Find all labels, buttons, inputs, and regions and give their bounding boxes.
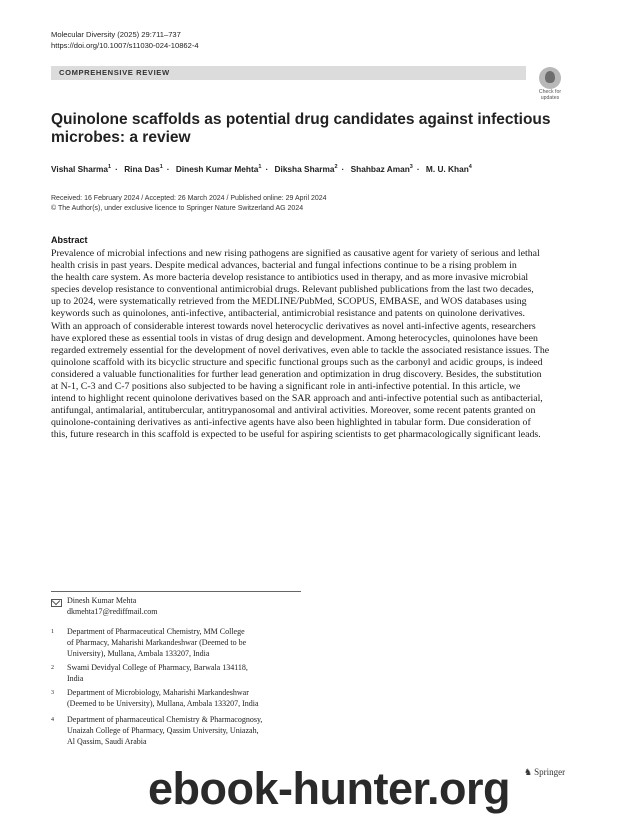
abstract-line: health crisis in past years. Despite medical advances, bacterial and fungal infections continue to be a rising problem in xyxy=(51,260,517,272)
article-type-band xyxy=(51,66,526,80)
footnote-divider xyxy=(51,591,301,592)
copyright-notice: © The Author(s), under exclusive licence to Springer Nature Switzerland AG 2024 xyxy=(51,205,304,212)
abstract-line: species develop resistance to conventional antimicrobial drugs. Relevant published publications from the last two decades, xyxy=(51,284,534,296)
article-type: COMPREHENSIVE REVIEW xyxy=(59,68,170,77)
author-list: Vishal Sharma$^1$ · Rina Das$^1$ · Dinesh Kumar Mehta$^1$ · Diksha Sharma$^2$ · Shahbaz Aman$^3$ · M. U. Khan$^4$ xyxy=(51,164,472,174)
corresponding-author-email[interactable]: dkmehta17@rediffmail.com xyxy=(67,606,158,616)
affiliation-4: Department of pharmaceutical Chemistry & Pharmacognosy, Unaizah College of Pharmacy, Qassim University, Uniazah, Al Qassim, Saudi Arabia xyxy=(67,715,263,746)
abstract-heading: Abstract xyxy=(51,235,88,245)
author[interactable]: Diksha Sharma$^2$ xyxy=(274,164,338,174)
check-for-updates-badge[interactable] xyxy=(534,67,566,99)
corresponding-author-name: Dinesh Kumar Mehta xyxy=(67,596,137,605)
abstract-line: intend to highlight recent quinolone derivatives based on the SAR approach and anti-infective potential such as antibacterial, xyxy=(51,393,543,405)
abstract-line: this, future research in this scaffold is expected to be useful for aspiring scientists to get pharmacologically significant leads. xyxy=(51,429,541,441)
affiliation-number: 1 xyxy=(51,629,54,635)
affiliation-number: 4 xyxy=(51,717,54,723)
publisher-logo xyxy=(524,767,565,778)
doi-link[interactable]: https://doi.org/10.1007/s11030-024-10862-4 xyxy=(51,41,199,50)
check-for-updates-icon xyxy=(539,67,561,89)
affiliation-number: 2 xyxy=(51,665,54,671)
author[interactable]: Vishal Sharma$^1$ xyxy=(51,164,112,174)
watermark: ebook-hunter.org xyxy=(148,763,510,814)
affiliation-number: 3 xyxy=(51,690,54,696)
abstract-line: considered a valuable functionalities for further lead generation and optimization in drug discovery. Besides, the substitution xyxy=(51,368,542,380)
publisher-name: Springer xyxy=(534,767,566,777)
abstract-line: have explored these as essential tools in vistas of drug design and development. Among heterocycles, quinolones have been xyxy=(51,332,538,344)
check-for-updates-label: Check for updates xyxy=(538,89,562,101)
affiliation-3: Department of Microbiology, Maharishi Markandeshwar (Deemed to be University), Mullana, Ambala 133207, India xyxy=(67,688,259,708)
abstract-line: With an approach of considerable interest towards novel heterocyclic derivatives as novel anti-infective agents, researchers xyxy=(51,320,536,332)
author[interactable]: M. U. Khan$^4$ xyxy=(425,164,472,174)
affiliation-2: Swami Devidyal College of Pharmacy, Barwala 134118, India xyxy=(67,663,248,683)
abstract-line: quinolone scaffold with its bicyclic structure and specific functional groups such as the carbonyl and acidic groups, is indeed xyxy=(51,356,543,368)
envelope-icon xyxy=(51,599,62,607)
corresponding-author xyxy=(67,596,158,617)
abstract-line: keywords such as quinolones, anti-infective, antibacterial, antimicrobial resistance and patents on quinolone derivatives. xyxy=(51,308,525,320)
abstract-line: Prevalence of microbial infections and new rising pathogens are signified as causative agent for variety of serious and lethal xyxy=(51,248,540,259)
abstract-line: at N-1, C-3 and C-7 positions also subjected to be having a significant role in anti-infective potential. In this article, we xyxy=(51,381,521,393)
abstract-body xyxy=(51,248,573,442)
author[interactable]: Dinesh Kumar Mehta$^1$ xyxy=(175,164,262,174)
history-dates: Received: 16 February 2024 / Accepted: 26 March 2024 / Published online: 29 April 2024 xyxy=(51,195,327,202)
article-title: Quinolone scaffolds as potential drug candidates against infectious microbes: a review xyxy=(51,111,551,146)
abstract-line: up to 2024, were systematically retrieved from the MEDLINE/PubMed, SCOPUS, EMBASE, and WOS databases using xyxy=(51,296,527,308)
abstract-line: the health care system. As more bacteria develop resistance to antibiotics used in therapy, and as more invasive microbial xyxy=(51,272,529,284)
springer-horse-icon: ♞ xyxy=(524,767,533,777)
abstract-line: regarded extremely essential for the development of novel derivatives, even able to tackle the associated resistance issues. The xyxy=(51,344,550,356)
author[interactable]: Rina Das$^1$ xyxy=(124,164,163,174)
abstract-line: antifungal, antimalarial, antitubercular, antitrypanosomal and antiviral activities. Moreover, some recent patents granted on xyxy=(51,405,536,417)
abstract-line: quinolone-containing derivatives as anti-infective agents have also been highlighted in tabular form. Due consideration of xyxy=(51,417,531,429)
publication-dates xyxy=(51,194,327,214)
journal-header xyxy=(51,29,199,51)
journal-citation: Molecular Diversity (2025) 29:711–737 xyxy=(51,30,181,39)
author[interactable]: Shahbaz Aman$^3$ xyxy=(350,164,413,174)
affiliation-1: Department of Pharmaceutical Chemistry, MM College of Pharmacy, Maharishi Markandeshwar (Deemed to be University), Mullana, Ambala 133207, India xyxy=(67,627,247,658)
